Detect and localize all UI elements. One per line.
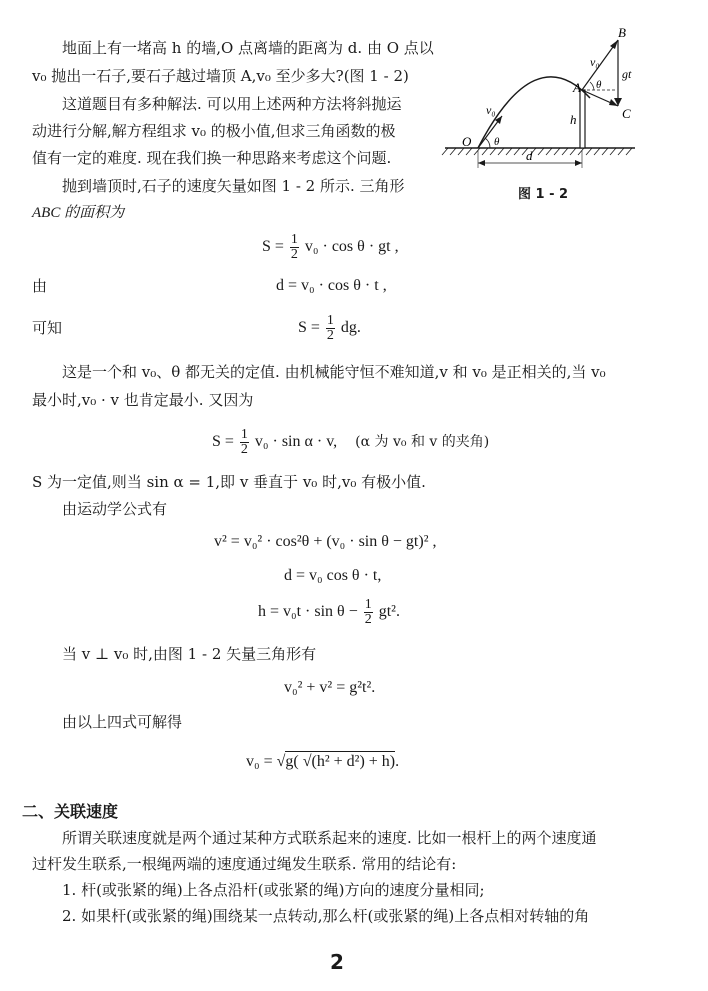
equation-distance: d = v₀ · cos θ · t , [276,277,387,294]
page-number: 2 [330,950,344,974]
eq4-note: (α 为 v₀ 和 v 的夹角) [355,434,490,451]
ground-hatching [442,148,632,155]
equation-speed-squared: v² = v₀² · cos²θ + (v₀ · sin θ − gt)² , [214,533,437,550]
projectile-figure [440,28,690,193]
angle-arc-o [485,138,490,148]
equation-vertical: h = v₀t · sin θ − $\frac{1}{2}$ gt². [258,597,400,627]
label-theta-bottom: θ [494,136,500,148]
label-v0-left: v₀ [486,103,496,117]
label-theta-top: θ [596,79,602,91]
list-item-2: 2. 如果杆(或张紧的绳)围绕某一点转动,那么杆(或张紧的绳)上各点相对转轴的角 [62,907,590,925]
paragraph-4-line-1: 这是一个和 v₀、θ 都无关的定值. 由机械能守恒不难知道,v 和 v₀ 是正相关的,当 v₀ [62,363,606,381]
paragraph-2-line-2: 动进行分解,解方程组求 v₀ 的极小值,但求三角函数的极 [32,122,396,140]
label-h: h [570,112,577,127]
label-you: 由 [32,277,48,295]
dimension-d-right-arrow [575,160,582,166]
section-heading: 二、关联速度 [22,802,119,821]
paragraph-7-line-1: 当 v ⊥ v₀ 时,由图 1 - 2 矢量三角形有 [62,645,317,663]
label-d: d [526,148,533,163]
paragraph-9-line-2: 过杆发生联系,一根绳两端的速度通过绳发生联系. 常用的结论有: [32,855,457,873]
equation-vector-triangle: v₀² + v² = g²t². [284,679,376,696]
equation-horizontal: d = v₀ cos θ · t, [284,567,382,584]
paragraph-5-line-1: S 为一定值,则当 sin α = 1,即 v 垂直于 v₀ 时,v₀ 有极小值. [32,473,426,491]
dimension-d-left-arrow [478,160,485,166]
vector-ab-arrowhead [610,40,618,49]
equation-result: v₀ = √g( √(h² + d²) + h). [246,753,400,770]
paragraph-3-line-2: ABC 的面积为 [32,205,125,221]
paragraph-2-line-3: 值有一定的难度. 现在我们换一种思路来考虑这个问题. [32,149,392,167]
eq1-left: S = [262,238,284,256]
paragraph-1-line-1: 地面上有一堵高 h 的墙,O 点离墙的距离为 d. 由 O 点以 [62,39,434,57]
paragraph-6-line-1: 由运动学公式有 [62,500,168,518]
paragraph-1-line-2: v₀ 抛出一石子,要石子越过墙顶 A,v₀ 至少多大?(图 1 - 2) [32,67,409,85]
eq1-fraction: $\frac{1}{2}$ [290,232,298,262]
paragraph-4-line-2: 最小时,v₀ · v 也肯定最小. 又因为 [32,391,254,409]
label-gt: gt [622,67,632,81]
wall [580,90,585,148]
paragraph-3-line-1: 抛到墙顶时,石子的速度矢量如图 1 - 2 所示. 三角形 [62,177,405,195]
eq1-right: v₀ · cos θ · gt , [304,238,399,256]
label-b: B [618,28,626,40]
figure-caption: 图 1 - 2 [518,187,569,202]
label-v0-top: v₀ [590,55,600,69]
list-item-1: 1. 杆(或张紧的绳)上各点沿杆(或张紧的绳)方向的速度分量相同; [62,881,485,899]
paragraph-9-line-1: 所谓关联速度就是两个通过某种方式联系起来的速度. 比如一根杆上的两个速度通 [62,829,597,847]
equation-area-3: S = $\frac{1}{2}$ v₀ · sin α · v, (α 为 v₀ 和 v 的夹角) [212,427,490,457]
label-o: O [462,134,472,149]
paragraph-8-line-1: 由以上四式可解得 [62,713,183,731]
equation-area-2: S = $\frac{1}{2}$ dg. [298,313,361,343]
label-kezhi: 可知 [32,319,63,337]
label-c: C [622,106,631,121]
equation-area-1 [262,233,399,262]
angle-arc-a [590,82,594,90]
paragraph-2-line-1: 这道题目有多种解法. 可以用上述两种方法将斜抛运 [62,95,402,113]
label-a: A [573,80,581,95]
